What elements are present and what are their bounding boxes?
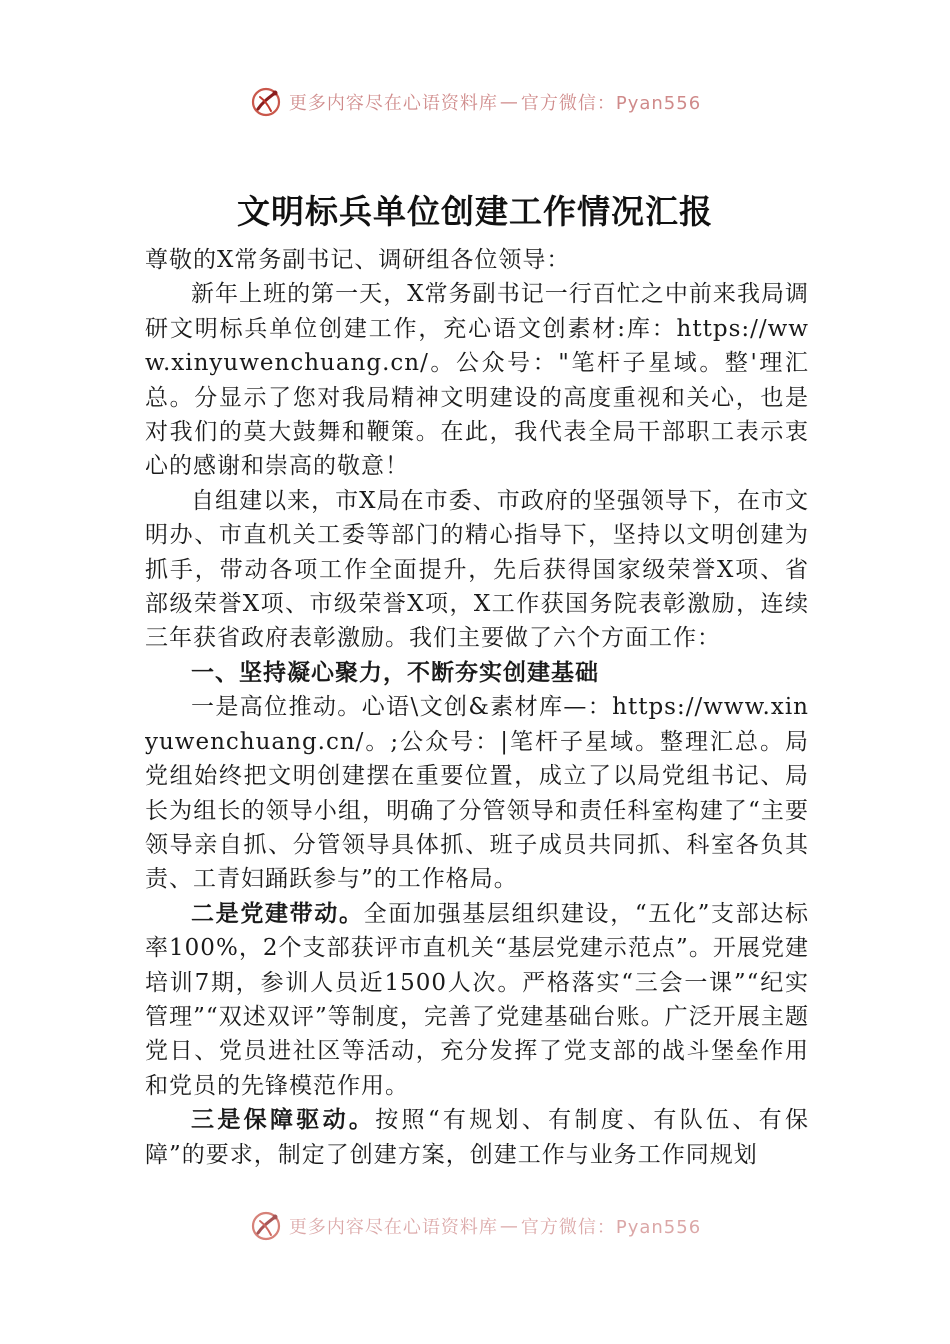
brush-logo-icon xyxy=(249,85,283,119)
watermark-contact: 官方微信：Pyan556 xyxy=(520,1217,702,1238)
salutation: 尊敬的X常务副书记、调研组各位领导： xyxy=(145,247,571,273)
point-party-building-body: 全面加强基层组织建设，“五化”支部达标率100%，2个支部获评市直机关“基层党建示范点”。开展党建培训7期，参训人员近1500人次。严格落实“三会一课”“纪实管理”“双述双评”等制度，完善了党建基础台账。广泛开展主题党日、党员进社区等活动，充分发挥了党支部的战斗堡垒作用和党员的先锋模范作用。 xyxy=(145,900,809,1099)
watermark-contact: 官方微信：Pyan556 xyxy=(520,93,702,114)
watermark-separator: — xyxy=(499,1215,519,1237)
point-guarantee xyxy=(145,1103,809,1172)
watermark-banner-top xyxy=(0,82,950,122)
document-title: 文明标兵单位创建工作情况汇报 xyxy=(237,192,713,231)
point-high-level-push: 一是高位推动。心语\文创&素材库—：https://www.xinyuwenchuang.cn/。;公众号：|笔杆子星域。整理汇总。局党组始终把文明创建摆在重要位置，成立了以局党组书记、局长为组长的领导小组，明确了分管领导和责任科室构建了“主要领导亲自抓、分管领导具体抓、班子成员共同抓、科室各负其责、工青妇踊跃参与”的工作格局。 xyxy=(145,694,809,893)
section-heading: 一、坚持凝心聚力，不断夯实创建基础 xyxy=(191,659,599,686)
paragraph-background: 自组建以来，市X局在市委、市政府的坚强领导下，在市文明办、市直机关工委等部门的精心指导下，坚持以文明创建为抓手，带动各项工作全面提升，先后获得国家级荣誉X项、省部级荣誉X项、市级荣誉X项，X工作获国务院表彰激励，连续三年获省政府表彰激励。我们主要做了六个方面工作： xyxy=(145,487,809,652)
point-party-building xyxy=(145,897,809,1103)
point-party-building-lead: 二是党建带动。 xyxy=(191,900,364,927)
document-body xyxy=(145,243,809,1217)
paragraph-intro: 新年上班的第一天，X常务副书记一行百忙之中前来我局调研文明标兵单位创建工作，充心语文创素材:库：https://www.xinyuwenchuang.cn/。公众号："笔杆子星域。整'理汇总。分显示了您对我局精神文明建设的高度重视和关心，也是对我们的莫大鼓舞和鞭策。在此，我代表全局干部职工表示衷心的感谢和崇高的敬意！ xyxy=(145,281,809,480)
watermark-text: 更多内容尽在心语资料库 xyxy=(288,1217,498,1238)
watermark-text: 更多内容尽在心语资料库 xyxy=(288,93,498,114)
watermark-separator: — xyxy=(499,91,519,113)
point-guarantee-lead: 三是保障驱动。 xyxy=(191,1107,376,1134)
brush-logo-icon xyxy=(249,1209,283,1243)
point-guarantee-body: 按照“有规划、有制度、有队伍、有保障”的要求，制定了创建方案，创建工作与业务工作同规划 xyxy=(145,1107,809,1168)
watermark-banner-bottom xyxy=(0,1206,950,1246)
